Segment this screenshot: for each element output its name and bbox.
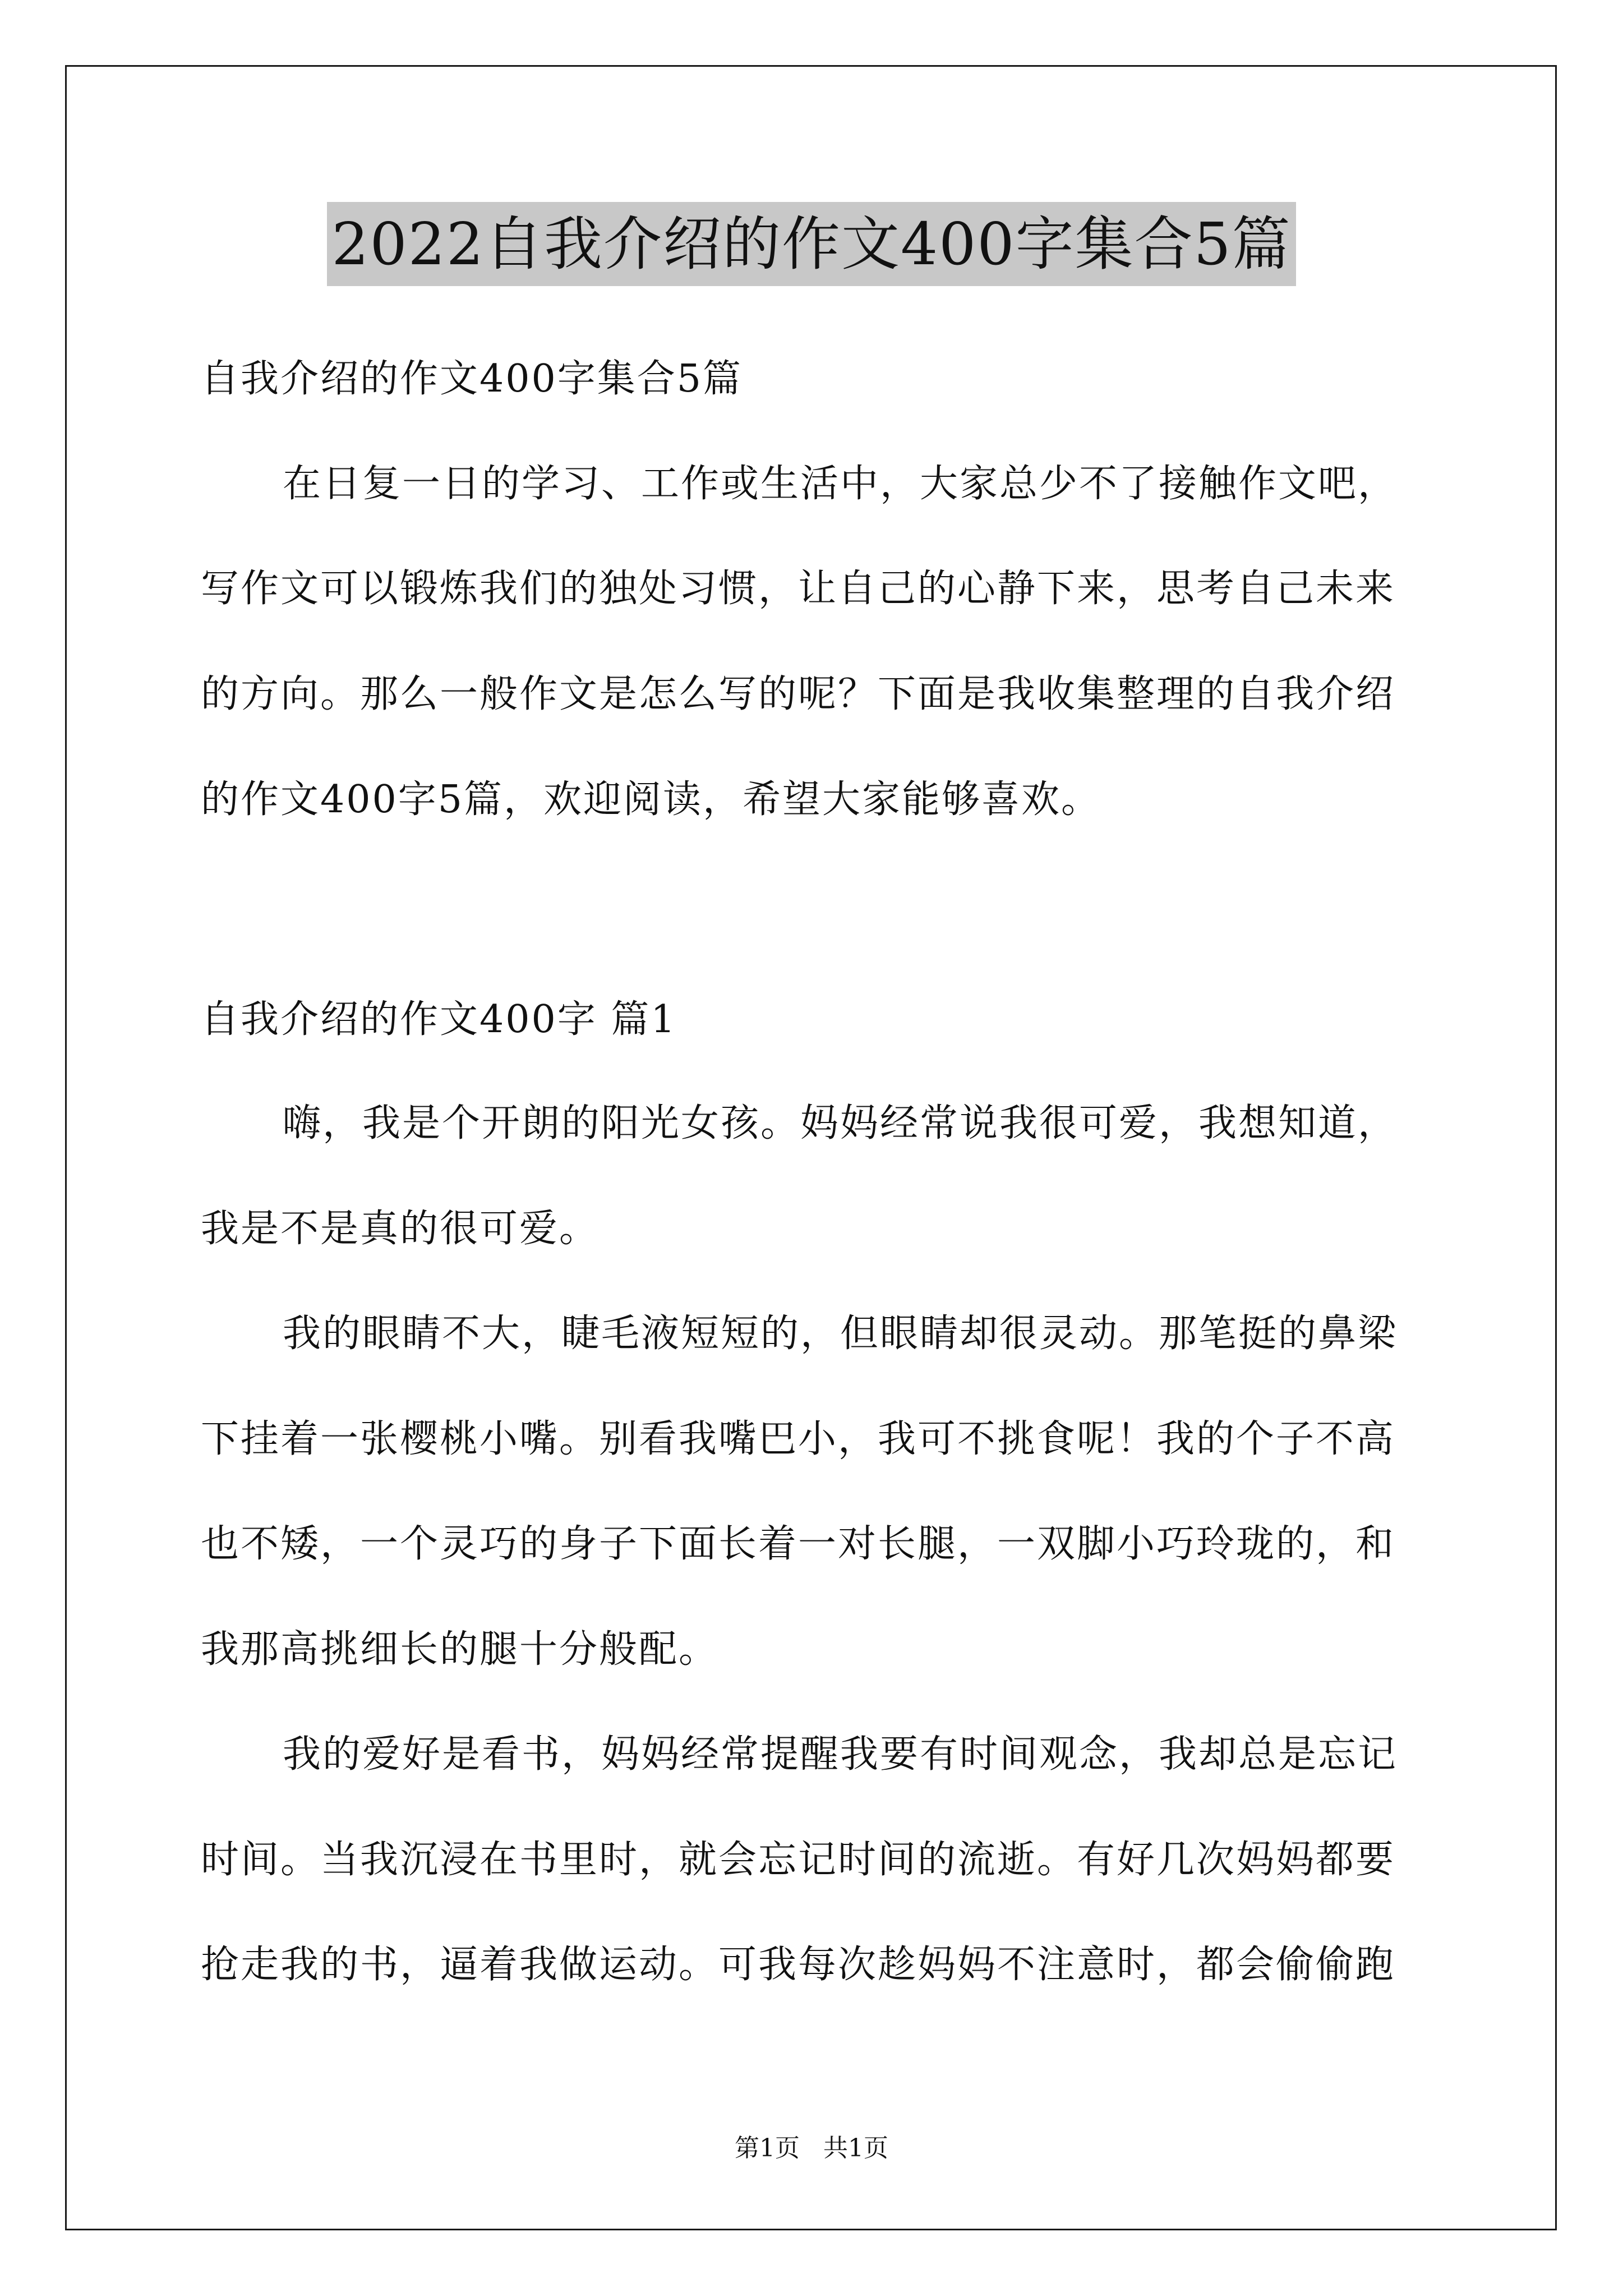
intro-line: 写作文可以锻炼我们的独处习惯，让自己的心静下来，思考自己未来 <box>201 567 1396 611</box>
page-footer: 第1页 共1页 <box>735 2134 888 2162</box>
paragraph-line: 抢走我的书，逼着我做运动。可我每次趁妈妈不注意时，都会偷偷跑 <box>201 1943 1396 1987</box>
paragraph-line: 时间。当我沉浸在书里时，就会忘记时间的流逝。有好几次妈妈都要 <box>201 1838 1396 1882</box>
document-title: 2022自我介绍的作文400字集合5篇 <box>327 202 1295 286</box>
paragraph-line: 我是不是真的很可爱。 <box>201 1207 600 1251</box>
intro-line: 在日复一日的学习、工作或生活中，大家总少不了接触作文吧， <box>283 462 1398 506</box>
paragraph-line: 下挂着一张樱桃小嘴。别看我嘴巴小，我可不挑食呢！我的个子不高 <box>201 1417 1396 1461</box>
paragraph-line: 嗨，我是个开朗的阳光女孩。妈妈经常说我很可爱，我想知道， <box>283 1101 1398 1145</box>
paragraph-line: 我那高挑细长的腿十分般配。 <box>201 1627 719 1672</box>
intro-line: 的方向。那么一般作文是怎么写的呢？下面是我收集整理的自我介绍 <box>201 672 1396 716</box>
paragraph-line: 我的爱好是看书，妈妈经常提醒我要有时间观念，我却总是忘记 <box>283 1732 1398 1777</box>
document-subtitle: 自我介绍的作文400字集合5篇 <box>201 357 743 401</box>
intro-line: 的作文400字5篇，欢迎阅读，希望大家能够喜欢。 <box>201 777 1101 822</box>
section-heading: 自我介绍的作文400字 篇1 <box>201 997 677 1042</box>
paragraph-line: 我的眼睛不大，睫毛液短短的，但眼睛却很灵动。那笔挺的鼻梁 <box>283 1312 1398 1356</box>
title-container <box>0 202 1623 286</box>
paragraph-line: 也不矮，一个灵巧的身子下面长着一对长腿，一双脚小巧玲珑的，和 <box>201 1522 1396 1566</box>
